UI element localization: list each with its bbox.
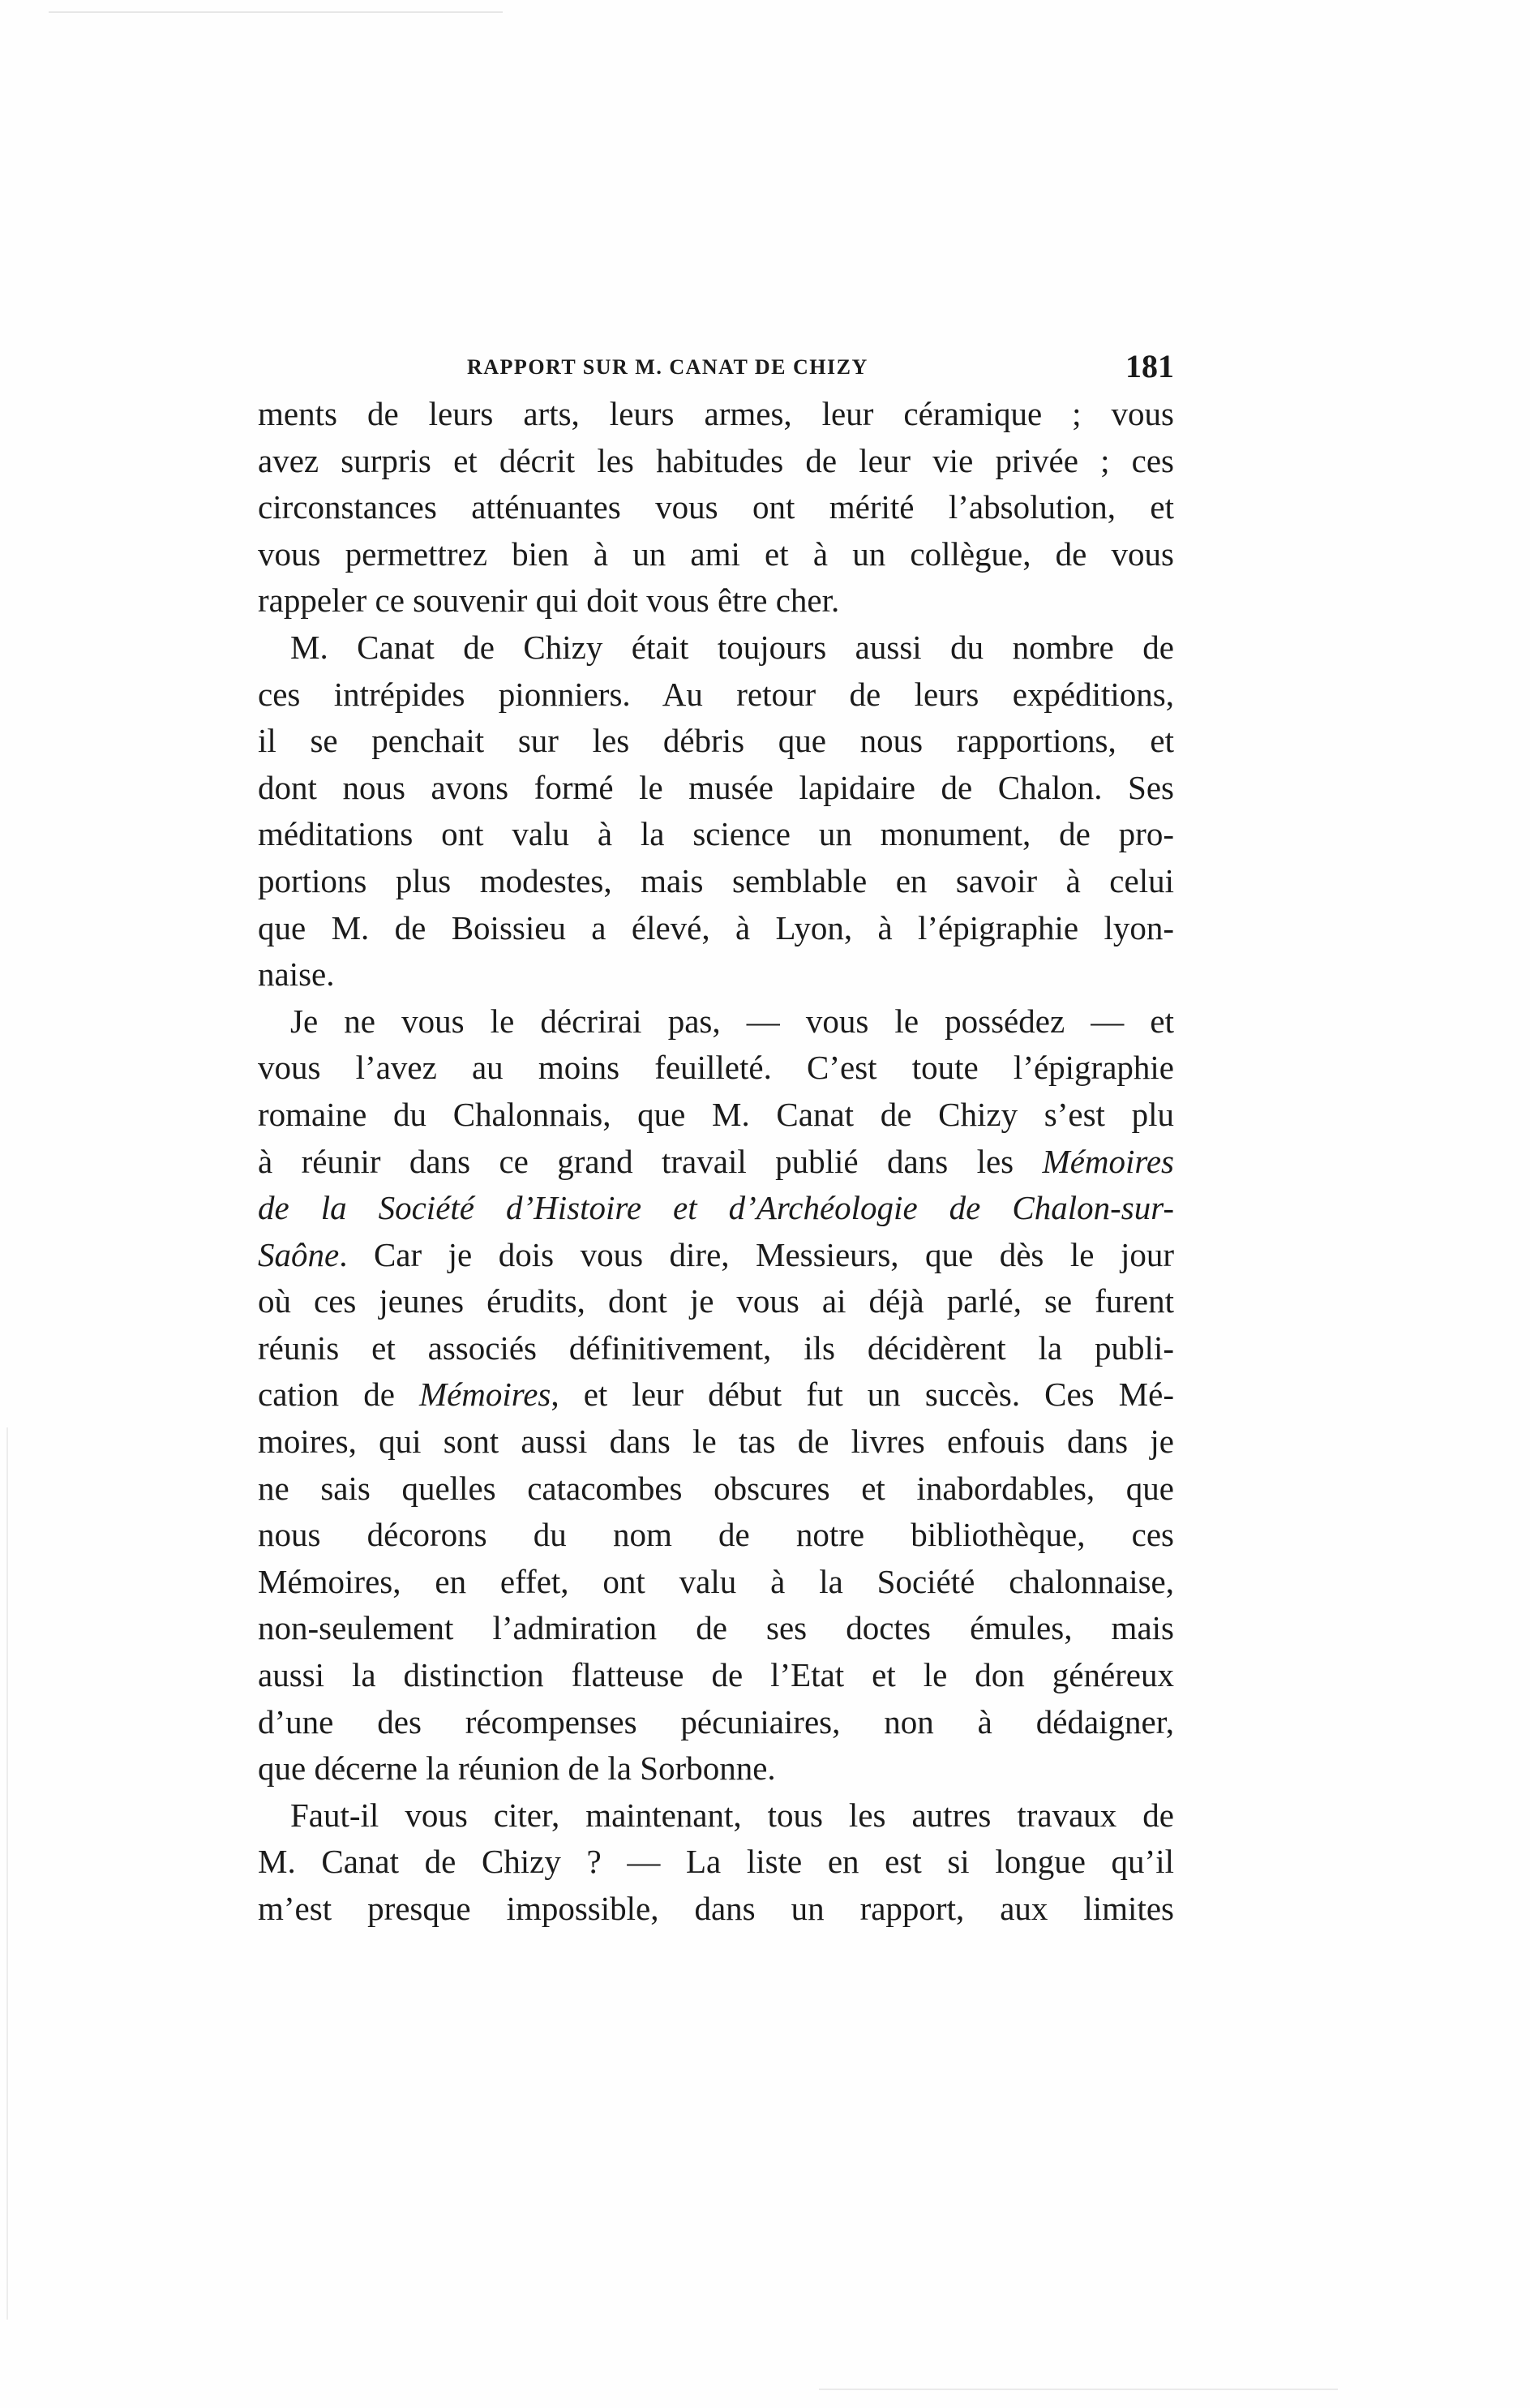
text-line	[258, 1419, 1174, 1466]
text-line	[258, 858, 1174, 905]
scan-mark	[819, 2389, 1338, 2390]
page-number: 181	[1125, 348, 1174, 384]
text-segment: moires, qui sont aussi dans le tas de livres enfouis dans je	[258, 1423, 1174, 1461]
italic-text: Mémoires	[1042, 1142, 1174, 1180]
italic-text: Saône	[258, 1235, 340, 1273]
text-segment: que décerne la réunion de la Sorbonne.	[258, 1749, 776, 1788]
text-line	[258, 1699, 1174, 1746]
text-segment: , et leur début fut un succès. Ces Mé-	[551, 1376, 1174, 1414]
text-segment: m’est presque impossible, dans un rapport, aux limites	[258, 1890, 1174, 1927]
text-segment: il se penchait sur les débris que nous rapportions, et	[258, 722, 1174, 760]
text-segment: non-seulement l’admiration de ses doctes émules, mais	[258, 1609, 1174, 1647]
text-line	[258, 1278, 1174, 1325]
scan-mark	[6, 1427, 8, 2320]
text-line	[258, 531, 1174, 578]
text-segment: rappeler ce souvenir qui doit vous être cher.	[258, 582, 840, 620]
text-segment: Je ne vous le décrirai pas, — vous le possédez — et	[290, 1002, 1174, 1040]
text-line	[258, 1605, 1174, 1652]
running-head: RAPPORT SUR M. CANAT DE CHIZY	[467, 355, 868, 379]
text-line	[258, 1139, 1174, 1186]
text-line	[258, 1371, 1174, 1419]
text-segment: Mémoires, en effet, ont valu à la Société chalonnaise,	[258, 1562, 1174, 1600]
text-segment: ments de leurs arts, leurs armes, leur céramique ; vous	[258, 395, 1174, 432]
text-line	[258, 438, 1174, 485]
text-line	[258, 905, 1174, 952]
text-line	[258, 998, 1174, 1045]
italic-text: Mémoires	[418, 1376, 551, 1414]
text-line	[258, 811, 1174, 858]
text-line	[258, 1886, 1174, 1933]
text-line	[258, 577, 1174, 625]
text-line	[258, 1045, 1174, 1092]
text-segment: dont nous avons formé le musée lapidaire de Chalon. Ses	[258, 768, 1174, 806]
text-segment: d’une des récompenses pécuniaires, non à dédaigner,	[258, 1702, 1174, 1741]
text-line	[258, 625, 1174, 672]
text-segment: à réunir dans ce grand travail publié dans les	[258, 1142, 1043, 1180]
text-line	[258, 1325, 1174, 1372]
page-header	[258, 347, 1174, 388]
text-line	[258, 1232, 1174, 1279]
text-line	[258, 765, 1174, 812]
text-segment: avez surpris et décrit les habitudes de leur vie privée ; ces	[258, 441, 1174, 479]
text-line	[258, 1092, 1174, 1139]
text-segment: portions plus modestes, mais semblable en savoir à celui	[258, 861, 1174, 899]
italic-text: de la Société d’Histoire et d’Archéologie de Chalon-sur-	[258, 1189, 1174, 1227]
text-line	[258, 1652, 1174, 1699]
text-segment: où ces jeunes érudits, dont je vous ai déjà parlé, se furent	[258, 1282, 1174, 1320]
text-segment: vous l’avez au moins feuilleté. C’est toute l’épigraphie	[258, 1049, 1174, 1087]
text-line	[258, 391, 1174, 438]
text-segment: réunis et associés définitivement, ils décidèrent la publi-	[258, 1328, 1174, 1367]
text-line	[258, 1792, 1174, 1839]
text-line	[258, 718, 1174, 765]
text-line	[258, 1185, 1174, 1232]
body-text	[258, 391, 1174, 1933]
text-segment: M. Canat de Chizy ? — La liste en est si longue qu’il	[258, 1843, 1174, 1881]
text-segment: naise.	[258, 955, 335, 994]
text-line	[258, 672, 1174, 719]
text-line	[258, 1745, 1174, 1792]
text-segment: aussi la distinction flatteuse de l’Etat et le don généreux	[258, 1656, 1174, 1694]
text-line	[258, 484, 1174, 531]
text-line	[258, 1466, 1174, 1513]
text-segment: ces intrépides pionniers. Au retour de leurs expéditions,	[258, 675, 1174, 713]
text-segment: Faut-il vous citer, maintenant, tous les autres travaux de	[290, 1796, 1174, 1834]
text-line	[258, 1559, 1174, 1606]
text-segment: vous permettrez bien à un ami et à un collègue, de vous	[258, 534, 1174, 573]
text-segment: que M. de Boissieu a élevé, à Lyon, à l’épigraphie lyon-	[258, 908, 1174, 946]
text-segment: méditations ont valu à la science un monument, de pro-	[258, 815, 1174, 853]
text-line	[258, 1839, 1174, 1886]
text-segment: . Car je dois vous dire, Messieurs, que dès le jour	[339, 1235, 1174, 1273]
text-segment: nous décorons du nom de notre bibliothèque, ces	[258, 1516, 1174, 1554]
text-segment: ne sais quelles catacombes obscures et inabordables, que	[258, 1469, 1174, 1507]
text-segment: cation de	[258, 1376, 419, 1414]
text-line	[258, 1512, 1174, 1559]
scan-mark	[49, 11, 503, 13]
text-line	[258, 951, 1174, 998]
text-segment: circonstances atténuantes vous ont mérité l’absolution, et	[258, 488, 1174, 526]
text-segment: M. Canat de Chizy était toujours aussi du nombre de	[290, 628, 1174, 666]
text-segment: romaine du Chalonnais, que M. Canat de Chizy s’est plu	[258, 1095, 1174, 1133]
